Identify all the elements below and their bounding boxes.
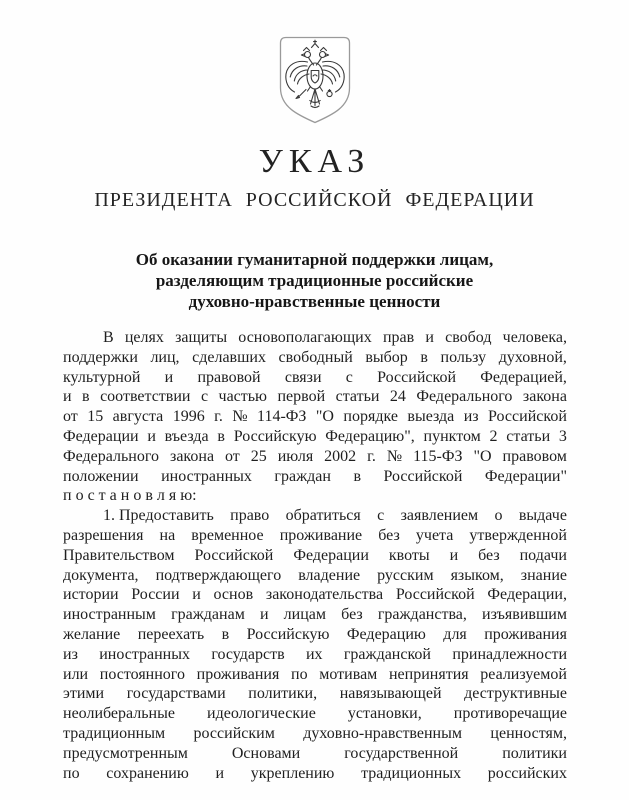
body-paragraph: [63, 506, 567, 783]
body-line: Правительством Российской Федерации квоты и без подачи: [63, 546, 567, 564]
body-line: по сохранению и укреплению традиционных российских: [63, 764, 567, 782]
decree-subject-title: [75, 249, 555, 312]
body-line: этими государствами политики, навязывающей деструктивные: [63, 685, 567, 703]
body-line: из иностранных государств их гражданской принадлежности: [63, 645, 567, 663]
body-line: от 15 августа 1996 г. № 114-ФЗ "О порядке выезда из Российской: [63, 408, 567, 426]
body-line: 1. Предоставить право обратиться с заявлением о выдаче: [103, 507, 567, 525]
body-line: предусмотренным Основами государственной политики: [63, 744, 567, 762]
decree-body: [63, 328, 567, 783]
body-line: положении иностранных граждан в Российской Федерации": [63, 467, 567, 485]
russia-coat-of-arms-icon: [274, 32, 356, 124]
body-line: Федерального закона от 25 июля 2002 г. № 115-ФЗ "О правовом: [63, 447, 567, 465]
body-line: желание переехать в Российскую Федерацию для проживания: [63, 625, 567, 643]
body-line: иностранным гражданам и лицам без гражданства, изъявившим: [63, 606, 567, 624]
body-line: неолиберальные идеологические установки, противоречащие: [63, 705, 567, 723]
body-paragraph: [63, 328, 567, 506]
decree-type-title: УКАЗ: [258, 143, 371, 180]
decree-issuer-subtitle: ПРЕЗИДЕНТА РОССИЙСКОЙ ФЕДЕРАЦИИ: [94, 189, 535, 211]
emblem-box: [274, 32, 356, 124]
decree-subject-line: духовно-нравственные ценности: [188, 292, 441, 311]
body-line: документа, подтверждающего владение русским языком, знание: [63, 566, 567, 584]
body-line: Федерации и въезда в Российскую Федерацию", пунктом 2 статьи 3: [63, 427, 567, 445]
body-line: культурной и правовой связи с Российской Федерацией,: [63, 368, 567, 386]
body-line: истории России и основ законодательства Российской Федерации,: [63, 586, 567, 604]
body-line: или постоянного проживания по мотивам непринятия реализуемой: [63, 665, 567, 683]
body-line: поддержки лиц, сделавших свободный выбор в пользу духовной,: [63, 348, 567, 366]
decree-subject-line: Об оказании гуманитарной поддержки лицам,: [135, 250, 494, 269]
decree-subject-line: разделяющим традиционные российские: [155, 271, 474, 290]
body-line: п о с т а н о в л я ю:: [63, 487, 197, 505]
body-line: разрешения на временное проживание без учета утвержденной: [63, 526, 567, 544]
body-line: В целях защиты основополагающих прав и свобод человека,: [103, 329, 567, 346]
body-line: и в соответствии с частью первой статьи 24 Федерального закона: [63, 388, 567, 406]
body-line: традиционным российским духовно-нравственным ценностям,: [63, 724, 567, 742]
